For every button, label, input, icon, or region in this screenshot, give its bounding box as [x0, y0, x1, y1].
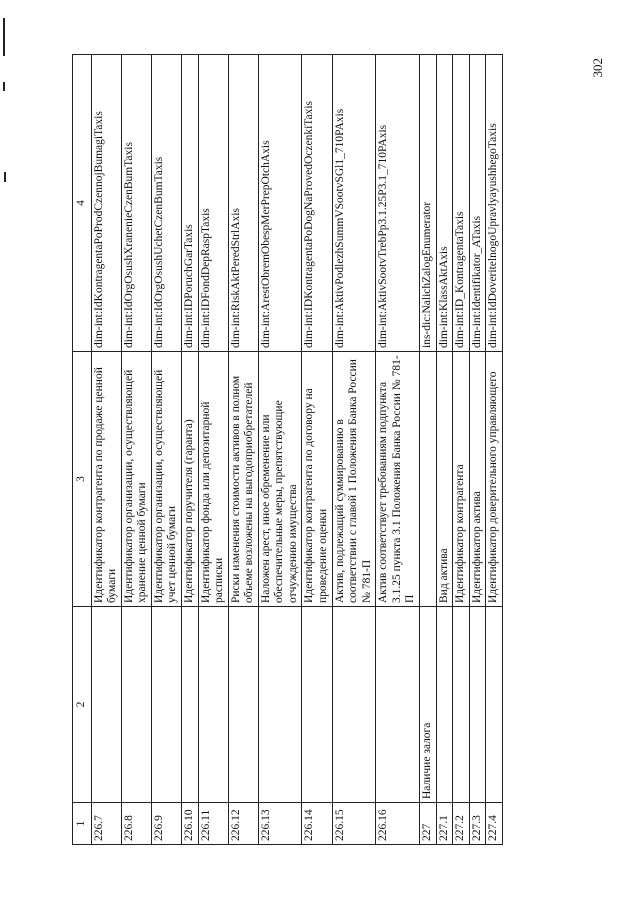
- row-number-cell: 226.9: [151, 803, 181, 845]
- indicator-name-cell: Наличие залога: [419, 607, 436, 803]
- table-row: [258, 55, 302, 845]
- dimension-cell: dim-int:Identifikator_ATaxis: [469, 55, 486, 352]
- table-row: [228, 55, 258, 845]
- description-cell: Идентификатор актива: [469, 352, 486, 607]
- indicator-name-cell: [121, 607, 151, 803]
- description-cell: Риски изменения стоимости активов в полном объеме возложены на выгодоприобретателей: [228, 352, 258, 607]
- row-number-cell: 227.3: [469, 803, 486, 845]
- description-cell: Идентификатор контрагента по договору на проведение оценки: [302, 352, 332, 607]
- indicator-name-cell: [228, 607, 258, 803]
- column-header: 4: [73, 55, 92, 352]
- indicator-name-cell: [181, 607, 198, 803]
- dimension-cell: dim-int:IdKontragentaPoProdCzennojBumagiTaxis: [91, 55, 121, 352]
- indicator-name-cell: [198, 607, 228, 803]
- dimension-cell: dim-int:ArestObremObespMerPrepOtchAxis: [258, 55, 302, 352]
- row-number-cell: 227: [419, 803, 436, 845]
- dimension-cell: dim-int:IDPoruchGarTaxis: [181, 55, 198, 352]
- indicator-name-cell: [453, 607, 470, 803]
- row-number-cell: 226.12: [228, 803, 258, 845]
- scan-edge-mark: [4, 172, 6, 182]
- row-number-cell: 226.7: [91, 803, 121, 845]
- description-cell: Идентификатор доверительного управляющего: [486, 352, 503, 607]
- header-row: [73, 55, 92, 845]
- column-header: 2: [73, 607, 92, 803]
- table-row: [453, 55, 470, 845]
- indicator-name-cell: [436, 607, 453, 803]
- page-number: 302: [590, 58, 605, 78]
- data-table: [72, 54, 503, 845]
- table-row: [121, 55, 151, 845]
- table-row: [376, 55, 420, 845]
- indicator-name-cell: [376, 607, 420, 803]
- description-cell: Идентификатор контрагента по продаже ценной бумаги: [91, 352, 121, 607]
- row-number-cell: 226.14: [302, 803, 332, 845]
- indicator-name-cell: [91, 607, 121, 803]
- row-number-cell: 226.15: [332, 803, 376, 845]
- column-header: 3: [73, 352, 92, 607]
- row-number-cell: 227.1: [436, 803, 453, 845]
- table-row: [469, 55, 486, 845]
- dimension-cell: dim-int:IDFondDepRaspTaxis: [198, 55, 228, 352]
- description-cell: Идентификатор организации, осуществляющей хранение ценной бумаги: [121, 352, 151, 607]
- dimension-cell: dim-int:IdOrgOsushXranenieCzenBumTaxis: [121, 55, 151, 352]
- table-row: [91, 55, 121, 845]
- table-body: [91, 55, 502, 845]
- row-number-cell: 227.2: [453, 803, 470, 845]
- rotated-table-container: [72, 55, 572, 845]
- description-cell: Идентификатор контрагента: [453, 352, 470, 607]
- description-cell: Идентификатор поручителя (гаранта): [181, 352, 198, 607]
- table-row: [419, 55, 436, 845]
- dimension-cell: dim-int:AktivSootvTrebPp3.1.25P3.1_710PAxis: [376, 55, 420, 352]
- row-number-cell: 226.10: [181, 803, 198, 845]
- description-cell: Актив, подлежащий суммированию в соответствии с главой 1 Положения Банка России № 781-П: [332, 352, 376, 607]
- description-cell: Актив соответствует требованиям подпункта 3.1.25 пункта 3.1 Положения Банка России № 781-П: [376, 352, 420, 607]
- dimension-cell: dim-int:IDKontragentaPoDogNaProvedOczenkiTaxis: [302, 55, 332, 352]
- indicator-name-cell: [486, 607, 503, 803]
- row-number-cell: 226.16: [376, 803, 420, 845]
- description-cell: [419, 352, 436, 607]
- dimension-cell: dim-int:AktivPodlezhSummVSootvSGl1_710PAxis: [332, 55, 376, 352]
- description-cell: Наложен арест, иное обременение или обеспечительные меры, препятствующие отчуждению имущества: [258, 352, 302, 607]
- table-row: [436, 55, 453, 845]
- scan-edge-mark: [3, 82, 5, 91]
- dimension-cell: dim-int:IdOrgOsushUchetCzenBumTaxis: [151, 55, 181, 352]
- indicator-name-cell: [302, 607, 332, 803]
- dimension-cell: dim-int:IdDoveritelnogoUpravlyayushhegoTaxis: [486, 55, 503, 352]
- row-number-cell: 226.13: [258, 803, 302, 845]
- indicator-name-cell: [469, 607, 486, 803]
- table-row: [486, 55, 503, 845]
- description-cell: Вид актива: [436, 352, 453, 607]
- table-row: [302, 55, 332, 845]
- table-row: [181, 55, 198, 845]
- indicator-name-cell: [332, 607, 376, 803]
- indicator-name-cell: [258, 607, 302, 803]
- row-number-cell: 226.11: [198, 803, 228, 845]
- row-number-cell: 226.8: [121, 803, 151, 845]
- row-number-cell: 227.4: [486, 803, 503, 845]
- dimension-cell: dim-int:ID_KontragentaTaxis: [453, 55, 470, 352]
- dimension-cell: ins-dic:NalichZalogEnumerator: [419, 55, 436, 352]
- table-row: [198, 55, 228, 845]
- table-row: [151, 55, 181, 845]
- dimension-cell: dim-int:KlassAktAxis: [436, 55, 453, 352]
- column-header: 1: [73, 803, 92, 845]
- indicator-name-cell: [151, 607, 181, 803]
- scan-edge-mark: [3, 18, 5, 56]
- description-cell: Идентификатор организации, осуществляющей учет ценной бумаги: [151, 352, 181, 607]
- table-row: [332, 55, 376, 845]
- dimension-cell: dim-int:RiskAktPeredStrlAxis: [228, 55, 258, 352]
- description-cell: Идентификатор фонда или депозитарной расписки: [198, 352, 228, 607]
